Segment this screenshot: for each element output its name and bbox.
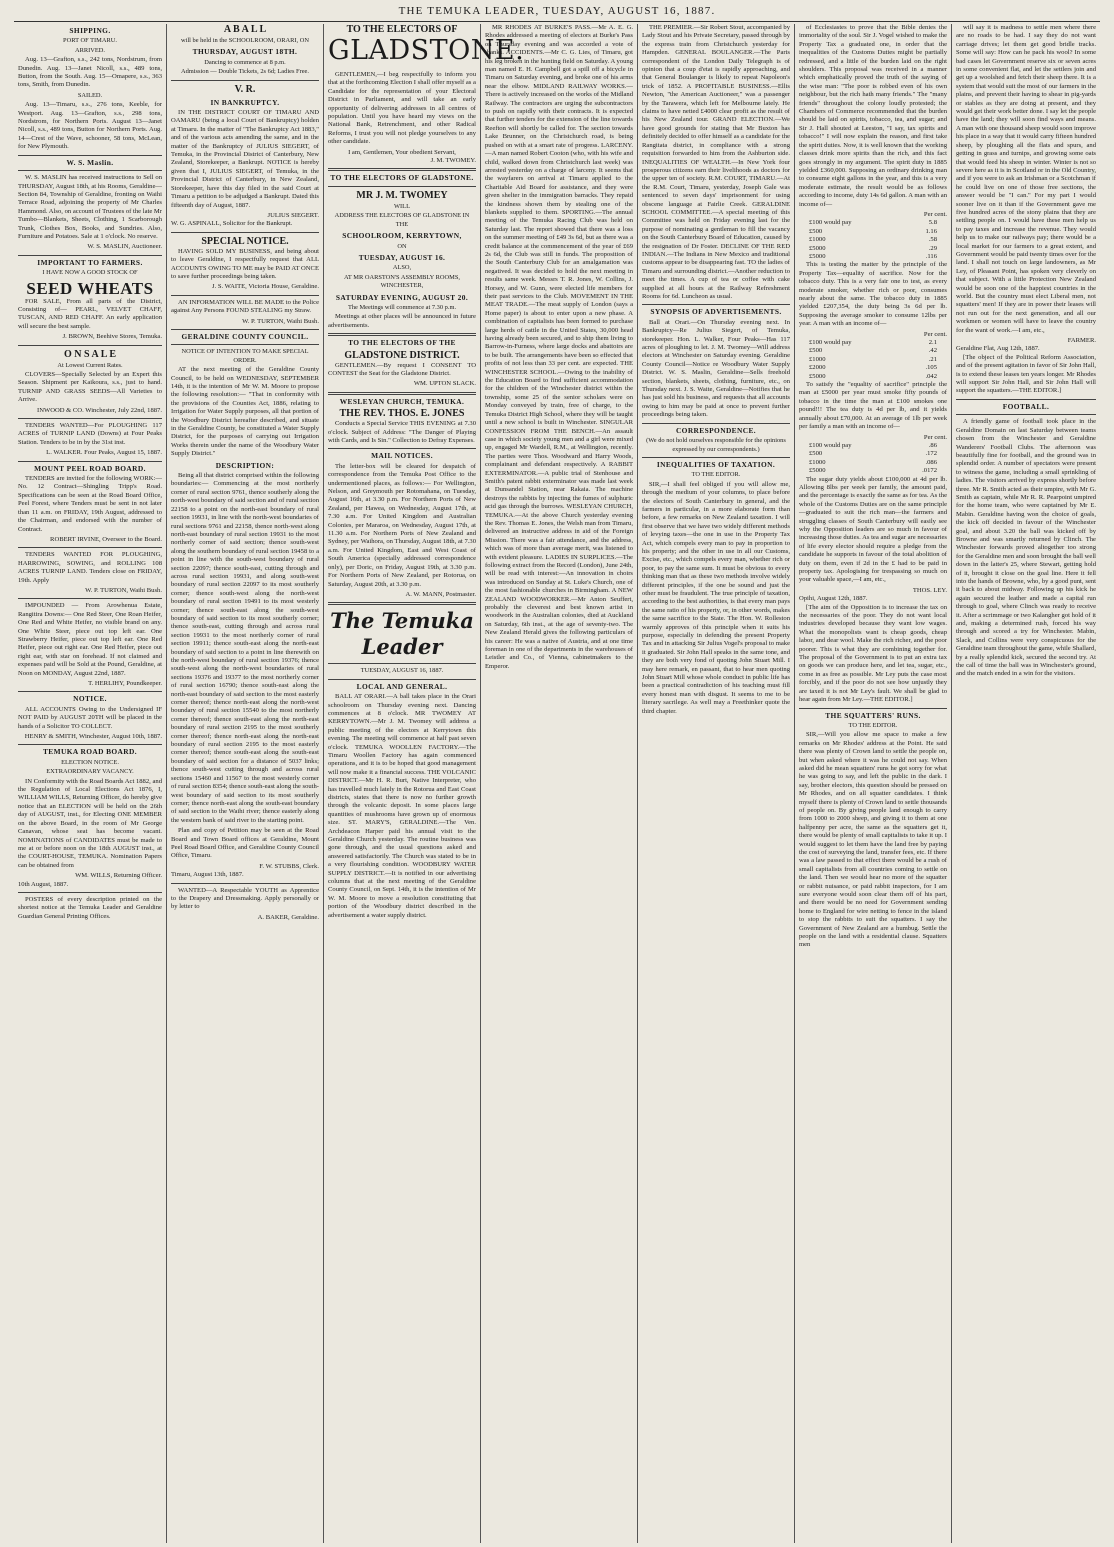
mail-notices-text: The letter-box will be cleared for despatch of correspondence from the Temuka Post Office to the undermentioned places, as follows:— For Wellington, Nelson, and Greymouth per Rotomahana, on Tuesday, August 16th, at 3.30 p.m. For Northern Ports of New Zealand, per Hawea, on Wednesday, August 17th, at 7.30 a.m. For United Kingdom and Australian Colonies, per Mararoa, on Wednesday, August 17th, at 11.30 a.m. For Northern Ports of New Zealand and Sydney, per Waihora, on Thursday, August 18th, at 7.30 a.m. For United Kingdom, East and West Coast of South America (specially addressed correspondence only), per Doric, on Friday, August 19th, at 3.30 p.m. For Northern Ports of New Zealand, per Rotorua, on Saturday, August 20th, at 3.30 p.m. (328, 462, 476, 588)
wanted-text: WANTED—A Respectable YOUTH as Apprentice to the Drapery and Dressmaking. Apply personally or by letter to (171, 886, 319, 911)
bankruptcy-signature: JULIUS SIEGERT. (267, 211, 319, 219)
description-text: Being all that district comprised within the following boundaries:— Commencing at the most northerly corner of rural section 9761, thence southerly along the north-west boundary of said section and of rural section 22158 to a point on the north-east boundary of rural section 19931, in line with the north-west boundaries of rural sections 9761 and 22158, thence north-west along north-east boundary of rural section 19931 to the most northerly corner of said section; thence south-west along the southern boundary of rural section 19458 to a point in line with the south-west boundary of rural section 22097; thence south-east, cutting through and across rural section 19931, and along south-west boundary of rural section 22097 to its most southerly corner; thence south-west along the north-west boundary of rural section 19491 to its most westerly corner; thence south-east along the south-west boundary of said section to its most southerly corner; thence south-east, cutting through and across rural section 19931 to the most northerly corner of rural section 19911; thence south-east along the north-east boundary of said section to a point in line therewith on the north-west boundary of rural section 19376; thence south-west along the north-west boundaries of rural sections 19376 and 19377 to the most northerly corner of rural section 16790; thence south-east along the north-east boundary of said section to the most easterly corner thereof; thence north-east along the north-west boundary of rural section 15540 to the most northerly corner thereof; thence south-east along the north-east boundary of rural section 2195 to the most southerly corner thereof; thence north-east along the north-east boundary of rural section 2195 to the most easterly corner thereof; thence south-east along the south-east boundary of said section for a distance of 5037 links; thence south-west cutting through and across rural sections 15460 and 11567 to the most westerly corner of rural section 8354; thence south-east along the south-west boundary of said section to its most southerly corner; thence north-east along the south-east boundary of said section to the Waihi river; thence easterly along the western bank of said river to the starting point. (171, 472, 319, 824)
temuka-road-board-heading: TEMUKA ROAD BOARD. (42, 747, 138, 757)
duty-percent: .042 (925, 372, 937, 380)
football-text: A friendly game of football took place in the Geraldine Domain on last Saturday between teams chosen from the Winchester and Geraldine Wanderers' Football Clubs. The afternoon was beautifully fine for football, and the ground was in splendid order. A number of spectators were present to witness the game, including a small sprinkling of ladies. The visitors arrived by express shortly before three. Mr R. Smith acted as their umpire, with Mr G. Smith as captain, while Mr R. R. Pearpoint umpired for the home team, who were captained by Mr E. Mabin. Geraldine having won the choice of goals, the kick off decided in favour of the Winchester goal, and about 3.20 the ball was kicked off by Browne and was smartly returned by Clinch. The Winchester forwards proved altogether too strong for the Geraldine men and soon brought the ball well down in the latter's 25, where Stewart, getting hold of it, brought it close on the goal line. Here it fell into the hands of Browne, who, by a good punt, sent it back to about midway. Following up his kick he again secured the leather and made a capital run through to goal, where Clinch was ready to receive it. After a scrimmage or two Kalangher got hold of it and, making a determined rush, forced his way through and scored a try for Winchester. Mabin, Slack, and Collins were very conspicuous for the Geraldine team throughout the game, while Shallard, by a really splendid kick, secured the second try. At the call of time the ball was in Winchester's ground, and the match ended in a win for the visitors. (956, 418, 1096, 678)
maslin-text: W. S. MASLIN has received instructions to Sell on THURSDAY, August 18th, at his Rooms, Geraldine—Section 84, Township of Geraldine, fronting on Waihi Terrace Road, adjoining the property of Mr Charles Hammond. Also, on account of Trustees of the late Mr Tumbo—Blankets, Sheets, Clothing, 1 Scarborough Trunk, Clothes Box, Books, and Sundries. Also, Furniture and Potatoes. Sale at 1 o'clock. No reserve. (18, 174, 162, 240)
electors-heading: TO THE ELECTORS OF (346, 24, 458, 35)
column-3 (324, 24, 525, 1543)
duty-percent: .86 (928, 441, 937, 449)
notice-text: ALL ACCOUNTS Owing to the Undersigned IF NOT PAID by AUGUST 20TH will be placed in the hands of a Solicitor TO COLLECT. (18, 705, 162, 730)
duty-percent: .116 (925, 252, 937, 260)
mail-notices-signature: A. W. MANN, Postmaster. (405, 590, 476, 598)
nameplate-dateline: TUESDAY, AUGUST 16, 1887. (360, 667, 444, 675)
duty-income: £1000 (809, 458, 826, 466)
duty-table-row (799, 236, 947, 244)
farmers-lead: I HAVE NOW A GOOD STOCK OF (42, 269, 138, 277)
duty-table-row (799, 253, 947, 261)
letter-continued-text: of Ecclesiastes to prove that the Bible denies the immortality of the soul. Sir J. Vogel wished to make the Property Tax a graduated one, in order that the inequalities of the Customs Duties might be partially redressed, and a little of the burden laid on the right shoulders. This proposal was received in a manner which emphatically proved the truth of the saying of the wise man: "The poor is robbed even of his own neighbour, but the rich hath many friends." The "many friends" throughout the colony loudly protested; the Chambers of Commerce recommended that the burden should be laid on spirits, tobacco, tea, and sugar; and Sir J. Hall shouted at Leeston, "I say, tax spirits and tobacco!" I will now explain the reason, and first take the spirit duties. Now, it is well known that the working classes drink more spirits than the rich, and this fact goes strongly in my argument. The spirit duty in 1885 yielded £360,000. Supposing an ordinary drinking man to consume eight gallons in the year, and this is a very moderate estimate, the result would be as follows according to income, duty 14s 6d gallon. A man with an income of— (799, 24, 947, 208)
duty-income: £1000 (809, 236, 826, 244)
wanted-signature: A. BAKER, Geraldine. (257, 913, 319, 921)
inequalities-to-editor: TO THE EDITOR. (691, 471, 741, 479)
table1-heading: Per cent. (923, 210, 947, 218)
duty-percent: .172 (925, 450, 937, 458)
temuka-road-board-text: IN Conformity with the Road Boards Act 1882, and the Regulation of Local Elections Act 1876, I, WILLIAM WILLS, Returning Officer, do hereby give notice that an ELECTION will be held on the 26th day of AUGUST, inst., for Electing ONE MEMBER on the above Board, in the room of Mr George Canavan, whose seat has become vacant. NOMINATIONS of CANDIDATES must be made to me at or before noon on the 18th AUGUST inst., at the COURT-HOUSE, TEMUKA. Nomination Papers can be obtained from (18, 777, 162, 869)
vacancy-heading: EXTRAORDINARY VACANCY. (46, 768, 134, 776)
also-text: ALSO, (392, 264, 412, 272)
duty-income: £100 would pay (809, 219, 852, 227)
news-items-text-2: THE PREMIER.—Sir Robert Stout, accompanied by Lady Stout and his Private Secretary, passed through by the express train from Christchurch yesterday for Hampden. GENERAL BOULANGER.—The Paris correspondent of the London Daily Telegraph is of opinion that a coup d'etat is rapidly approaching, and that General Boulanger is likely to repeat Napoleon's trick of 1852. A PROFITABLE BUSINESS.—Ellis Newton, "the American Auctioneer," was a passenger by the Tarawera, which left for Melbourne lately. He claims to have netted £4000 clear profit as the result of his New Zealand tour. GRAND ELECTION.—We have good grounds for stating that Mr Buxton has definitely decided to offer himself as a candidate for the Rangitata district, in compliance with a strong requisition forwarded to him from the Ashburton side. INEQUALITIES OF WEALTH.—In New York four prosperous citizens earn their livelihoods as doctors for the upper ten of society. R.M. COURT, TIMARU.—At the R.M. Court, Timaru, yesterday, Joseph Gale was sentenced to seven days' imprisonment for using obscene language at Fairlie Creek. GERALDINE SCHOOL COMMITTEE.—A special meeting of this Committee was held on Friday evening last for the purpose of nominating a gentleman to fill the vacancy on the South Canterbury Board of Education, caused by the resignation of Dr Foster. DECLINE OF THE RED INDIAN.—The Indians in New Mexico and traditional customs appear to be disappearing fast. TO the ladies of Timaru and surrounding district.—Another reduction to meet the times. A cup of tea or coffee with cake supplied at all hours at the Railway Refreshment Rooms for 6d. Luncheon as usual. (642, 24, 790, 300)
column-2 (167, 24, 324, 1543)
twomey-name: MR J. M. TWOMEY (356, 189, 448, 201)
ley-signature: THOS. LEY. (912, 586, 947, 594)
duty-table-row (799, 459, 947, 467)
duty-percent: 1.16 (925, 227, 937, 235)
sugar-text: The sugar duty yields about £100,000 at 4d per lb. Allowing 8lbs per week per family, the amount paid, and the percentage is exactly the same as for tea. As the whole of the Customs Duties are on the same principle—graduated to suit the rich man—the farmers and struggling classes of South Canterbury will easily see why the Opposition leaders are so much in favour of increasing those duties. As tea and sugar are necessaries of life every elector should require a pledge from the candidate he supports in favour of the total abolition of duty on them, even if 2d in the £ had to be paid in property tax. Apologising for trespassing so much on your valuable space,—I am, etc., (799, 475, 947, 584)
posters-text: POSTERS of every description printed on the shortest notice at the Temuka Leader and Geraldine Guardian General Printing Offices. (18, 895, 162, 920)
on-sale-heading: O N S A L E (64, 348, 116, 360)
duty-income: £1000 (809, 355, 826, 363)
notice-signature: HENRY & SMITH, Winchester, August 10th, 1887. (24, 733, 162, 741)
editor-note: [The aim of the Opposition is to increase the tax on the necessaries of the poor. They do not want local industries developed because they want low wages. What the monopolists want is cheap goods, cheap labor, and dear wool. Make the rich richer, and the poor poorer. This is what they are combining together for. The proposal of the Government is to put an extra tax on goods we can produce here, and let tea, sugar, etc., come in as free as possible. Mr Ley puts the case most forcibly, and if the poor do not see how unjustly they are taxed it is not Mr Ley's fault. We shall be glad to hear again from Mr Ley.—THE EDITOR.] (799, 603, 947, 704)
gladstone-district-electors: TO THE ELECTORS OF THE (348, 338, 456, 348)
mail-notices-heading: MAIL NOTICES. (371, 451, 433, 461)
meetings-note: Meetings at other places will be announced in future advertisements. (328, 313, 476, 329)
column-7 (952, 24, 1100, 1543)
ball-admission: Admission — Double Tickets, 2s 6d; Ladies Free. (181, 68, 309, 76)
farmers-text: FOR SALE, From all parts of the District, Consisting of— PEARL, VELVET CHAFF, TUSCAN, AND RED CHAFF. An early application will secure the best sample. (18, 297, 162, 330)
sailed-text: Aug. 13—Timaru, s.s., 276 tons, Keeble, for Westport. Aug. 13—Grafton, s.s., 298 tons, Nordstrom, for Northern Ports. August 13—Janet Nicoll, s.s., 489 tons, Button for Northern Ports. Aug. 14—Crest of the Wave, schooner, 58 tons, McLean, for New Plymouth. (18, 101, 162, 151)
royal-cipher: V. R. (234, 83, 256, 95)
meetings-time: The Meetings will commence at 7.30 p.m. (347, 303, 457, 311)
description-heading: DESCRIPTION: (215, 460, 275, 470)
gladstone-heading: GLADSTONE. (328, 35, 525, 66)
special-notice-heading: SPECIAL NOTICE. (201, 235, 289, 247)
winchester-rooms: AT MR OARSTON'S ASSEMBLY ROOMS, WINCHESTER, (344, 273, 460, 290)
gladstone-district-heading: GLADSTONE DISTRICT. (344, 349, 460, 361)
duty-percent: .29 (928, 244, 937, 252)
jones-text: Conducts a Special Service THIS EVENING at 7.30 o'clock. Subject of Address: "The Danger of Playing with Cards, and Is Sin." Collection to Defray Expenses. (328, 420, 476, 444)
inequalities-heading: INEQUALITIES OF TAXATION. (656, 459, 776, 469)
ball-heading: A B A L L (223, 24, 267, 35)
farmers-heading: IMPORTANT TO FARMERS. (37, 257, 143, 267)
electors2-heading: TO THE ELECTORS OF GLADSTONE. (330, 173, 474, 183)
county-council-signature: F. W. STUBBS, Clerk. (259, 862, 319, 870)
squatters-heading: THE SQUATTERS' RUNS. (825, 710, 921, 720)
duty-income: £5000 (809, 467, 826, 475)
duty-table-row (799, 442, 947, 450)
maslin-signature: W. S. MASLIN, Auctioneer. (87, 243, 162, 251)
on-text: ON (397, 242, 407, 250)
tobacco-duty-table (799, 339, 947, 381)
county-council-date: Timaru, August 13th, 1887. (171, 871, 244, 879)
duty-percent: .21 (928, 355, 937, 363)
masthead: THE TEMUKA LEADER, TUESDAY, AUGUST 16, 1887. (14, 0, 1100, 22)
special-notice-text: HAVING SOLD MY BUSINESS, and being about to leave Geraldine, I respectfully request that ALL ACCOUNTS OWING TO ME may be PAID AT ONCE to save further proceedings being taken. (171, 247, 319, 280)
duty-percent: .58 (928, 236, 937, 244)
special-notice-signature: J. S. WAITE, Victoria House, Geraldine. (211, 283, 319, 291)
saturday-date: SATURDAY EVENING, AUGUST 20. (335, 292, 469, 302)
farmers-signature: J. BROWN, Beehive Stores, Temuka. (62, 333, 162, 341)
impounded-signature: T. HERLIHY, Poundkeeper. (88, 680, 162, 687)
slack-text: GENTLEMEN.—By request I CONSENT TO CONTEST the Seat for the Gladstone District. (328, 361, 476, 377)
temuka-road-board-date: 10th August, 1887. (18, 880, 69, 888)
duty-table-row (799, 356, 947, 364)
wesleyan-heading: WESLEYAN CHURCH, TEMUKA. (339, 396, 465, 406)
editor-note-2: [The object of the Political Reform Association, and of the present agitation in favor of Sir John Hall, is to extend these leases ten years longer. Mr Rhodes will support Sir John Hall, and Sir John Hall will support the squatters.—THE EDITOR.] (956, 353, 1096, 395)
election-notice-heading: ELECTION NOTICE. (61, 758, 119, 766)
duty-table-row (799, 347, 947, 355)
tenders2-text: TENDERS WANTED FOR PLOUGHING, HARROWING, SOWING, and ROLLING 108 ACRES TURNIP LAND. Tenders close on FRIDAY, 19th. Apply (18, 551, 162, 584)
bankruptcy-text: IN THE DISTRICT COURT OF TIMARU AND OAMARU (being a local Court of Bankruptcy) holden at Timaru. In the matter of "The Bankruptcy Act 1883," and of the various acts amending the same, and in the matter of the Bankruptcy of JULIUS SIEGERT, of Temuka, in the Provincial District of Canterbury, New Zealand, Storekeeper, a Bankrupt. NOTICE is hereby given that I, JULIUS SIEGERT, of Temuka, in the Provincial District of Canterbury, in New Zealand, Storekeeper, have this day filed in the said Court at Timaru a petition to be adjudged a Bankrupt. Dated this fifteenth day of August, 1887. (171, 109, 319, 209)
tuesday-date: TUESDAY, AUGUST 16. (358, 252, 446, 262)
jones-heading: THE REV. THOS. E. JONES (339, 408, 465, 420)
slack-signature: WM. UPTON SLACK. (413, 380, 476, 388)
tenders2-signature: W. P. TURTON, Waihi Bush. (85, 586, 162, 594)
duty-percent: 5.8 (928, 219, 937, 227)
duty-table-row (799, 339, 947, 347)
twomey-signature: J. M. TWOMEY. (430, 157, 476, 165)
column-1 (14, 24, 167, 1543)
duty-percent: 2.1 (928, 339, 937, 347)
tenders-signature: L. WALKER. Four Peaks, August 15, 1887. (46, 449, 162, 457)
duty-percent: .086 (925, 458, 937, 466)
duty-income: £5000 (809, 372, 826, 380)
tea-duty-table (799, 442, 947, 476)
ball-date: THURSDAY, AUGUST 18TH. (192, 47, 298, 57)
table3-heading: Per cent. (923, 433, 947, 441)
mount-peel-signature: ROBERT IRVINE, Overseer to the Board. (50, 535, 162, 543)
address-text: ADDRESS THE ELECTORS OF GLADSTONE IN THE (334, 212, 470, 228)
duty-income: £500 (809, 347, 823, 355)
duty-income: £500 (809, 227, 823, 235)
arrived-text: Aug. 13—Grafton, s.s., 242 tons, Nordstrum, from Dunedin. Aug. 13—Janet Nicoll, s.s., 489 tons, Button, from the South. Aug. 15—Omapere, s.s., 363 tons, Smith, from Dunedin. (18, 56, 162, 89)
squatters-text: SIR,—Will you allow me space to make a few remarks on Mr Rhodes' address at the Point. He said there was plenty of Crown land to settle the people on, but when asked where it was he could not say. When asked did he mean squatters' runs he got sorry for what he was going to say, and left the public in the dark. I say, brother electors, this question should be pressed on Mr Rhodes, and on all squatter candidates. I think myself there is plenty of Crown land to settle thousands of people on. By giving people land enough to carry from 1000 to 2000 sheep, and giving it to them at one halfpenny per acre, the same as the squatters get it, there would be plenty of small capitalists to take it up. I would suggest to let them have the land free by paying the cost of surveying the land, transfer fees, etc. If there was a law passed to that effect there would be a rush of small capitalists from all countries coming to settle on the land. Then we would hear no more of the squatter or rabbit nuisance, or paid rabbit inspectors, for I am sure everyone would soon clear them off of his part, and there would be no need for Government sending home to England for wire netting to fence in the island to stop the rabbits to suit the squatters. I say the Government of New Zealand are a humbug. Settle the people on the land with a residential clause. Squatters men (799, 731, 947, 949)
sailed-heading: SAILED. (77, 91, 103, 99)
mount-peel-heading: MOUNT PEEL ROAD BOARD. (34, 463, 146, 473)
seed-wheats-heading: SEED WHEATS (26, 278, 154, 298)
duty-percent: .0172 (922, 467, 937, 475)
tea-text: To satisfy the "equality of sacrifice" principle the man at £5000 per year must smoke fifty pounds of tobacco in the time the man at £100 smokes one pound!!! The tea duty is 4d per lb, and it yields annually about £70,000. At an average of 1lb per week per family a man with an income of— (799, 381, 947, 431)
news-items-text: MR RHODES AT BURKE'S PASS.—Mr A. E. G. Rhodes addressed a meeting of electors at Burke's Pass on Thursday evening and was accorded a vote of thanks. ACCIDENTS.—Mr C. G. Lies, of Timaru, got his leg broken in the hunting field on Saturday. A young man named E. H. Campbell got a spill off a bicycle in Timaru on Saturday evening, and broke one of his arms near the elbow. MIDLAND RAILWAY WORKS.—There is actively increased on the works of the Midland Railway. The contractors are urging the subcontractors to push on rapidly with their contracts. It is expected that further tenders for the extension of the line towards Reefton will shortly be called for. The section towards Lake Brunner, on the Christchurch road, is being pushed on with at a smart rate of progress. LARCENY.—A man named Robert Cooton (who, with his wife and child, walked down from Christchurch last week) was arrested yesterday on a charge of larceny. It seems that the wayfarers on arrival at Timaru applied to the Charitable Aid Board for assistance, and they were given shelter in the immigration barracks. They repaid the kindness shown them by stealing one of the blankets supplied to them. SPORTING.—The annual meeting of the Temuka Racing Club was held on Saturday last. The report showed that there was a loss on the summer meeting of £49 3s 6d, but as there was a credit balance at the commencement of the year of £69 2s 6d, the Club was still in funds. The proposition of the South Canterbury Club for an amalgamation was negatived. It was decided to hold the next meeting in results same week. Messrs T. R. Jones, W. Collins, J. Horsey, and W. Gunn, were elected life members for their past services to the Club. MOVEMENT IN THE MEAT TRADE.—The meat supply of London (says a Home paper) is about to enter upon a new phase. A combination of capitalists has been formed to purchase large herds of cattle in the United States, 30,000 head having already been secured, and to ship them living to Barrow-in-Furness, where large docks and abattoirs are to be built. The arrangements have been so effected that profits of not less than 33 per cent. are expected. THE WINCHESTER SCHOOL.—Owing to the inability of the Education Board to find sufficient accommodation for the children of the Winchester district within the township, some 25 of the senior scholars were on Monday conveyed by train, free of charge, to the Temuka District High School, where they will be taught until a new school is built in Winchester. SINGULAR CONFESSION FROM THE BENCH.—An assault case in which society young men and a girl were mixed up, engaged Mr Wardell, R.M., at Wellington, recently. The parties were Thos. Woodward and Harry Woods, complainant and defendant respectively. A RABBIT EXTERMINATOR.—A public trial of Stenhouse and Smith's patent rabbit exterminator was made last week at Dunsandel Station, near Rakaia. The machine destroys the rabbits by injecting the fumes of sulphuric acid gas through the burrows. WESLEYAN CHURCH, TEMUKA.—At the above Church yesterday evening the Rev. Thomas E. Jones, the Welsh man from Timaru, delivered an instructive address in aid of the Foreign Mission. There was a fair attendance, and the address, which was of more than average merit, was listened to with evident pleasure. LADIES IN SURPLICES.—The following extract from the Record (London), June 24th, will be read with interest:—An innovation in choirs was introduced on Sunday at St. Luke's Church, one of the most fashionable churches in Birmingham. A NEW ZEALAND WOODWORKER.—Mr Anton Seuffert, probably the cleverest and best known artist in woodwork in the Australian colonies, died at Auckland on Saturday, 6th inst., at the age of seventy-two. The New Zealand Herald gives the following particulars of his career: He was a native of Austria, and at one time foreman in one of the departments in the warehouses of Leistler and Co., of Vienna, cabinetmakers to the Emperor. (485, 24, 633, 670)
farmer-signature: FARMER. (1067, 337, 1096, 345)
will-text: WILL (394, 202, 410, 210)
duty-income: £100 would pay (809, 441, 852, 449)
squatters-continued-text: will say it is madness to settle men where there are no roads to be had. I say they do not want carriage drives; let them get good bridle tracks. Some will say: How can he pack his wool? In some bad cases let Government reserve six or seven acres in some convenient flat, and let the settlers join and get up a woolshed and fetch their sheep there. It is a system that would suit the most of our farmers in the plains, and prevent their having to shear in pig-yards or stables as they are doing at present, and they would get their work better done. I say let the people have the land; they will soon find ways and means. A man with one thousand sheep would soon improve his place in a way that it would carry fifteen hundred sheep, by ploughing all the flats and spurs, and getting in grass and turnips, and growing some oats that would feed his sheep in winter. Winter is not so severe here as it is in Scotland or in the Old Country, and if you were to ask an Irishman or a Scotchman if he could live on one of those free sections, the answer would be "I can." For my part I would sooner live on it than if the Government gave me five hundred acres of the stony plains that they are settling people on. I would have these men help us to pay taxes and increase the revenue. They would help us to make our railways pay; there would be a local market for our farmers to a great extent, and Government would be paid twenty times over for the land. I shall not touch on large landowners, as Mr Ley, of Pleasant Point, has spoken very cleverly on that subject. With a little Protection New Zealand would be soon one of the happiest countries in the world. But the country must elect Liberal men, not squatters' men! If they are in power their leases will not run out for the next generation, and all our workmen or women will have to leave the country for the want of work.—I am, etc., (956, 24, 1096, 334)
football-heading: FOOTBALL. (1002, 401, 1050, 411)
notice-heading: NOTICE. (73, 694, 107, 704)
columns (14, 24, 1100, 1543)
duty-table-row (799, 467, 947, 475)
tobacco-text: This is testing the matter by the principle of the Property Tax—equality of sacrifice. Now for the tobacco duty. This is a very fair one to test, as every moderate smoker, whether rich or poor, consumes nearly about the same. The tobacco duty in 1885 yielded £207,354, the duty being 3s 6d per lb. Supposing the average smoker to consume 12lbs per year. A man with an income of— (799, 261, 947, 328)
duty-table-row (799, 245, 947, 253)
duty-table-row (799, 228, 947, 236)
duty-percent: .105 (925, 364, 937, 372)
bankruptcy-solicitor: W. G. ASPINALL, Solicitor for the Bankrupt. (171, 220, 293, 228)
on-sale-sub: At Lowest Current Rates. (57, 361, 123, 369)
twomey-address-text: GENTLEMEN,—I beg respectfully to inform you that at the forthcoming Election I shall offer myself as a Candidate for the representation of your Electoral District in Parliament, and will take an early opportunity of delivering addresses in all centres of population. Until you have heard my views on the National Bank, Retrenchment, and other Radical Reforms, I trust you will not pledge yourselves to any other candidate. (328, 71, 476, 146)
squatters-to-editor: TO THE EDITOR. (848, 721, 898, 729)
ball-dancing: Dancing to commence at 8 p.m. (204, 58, 286, 66)
bankruptcy-heading: IN BANKRUPTCY. (210, 97, 280, 107)
duty-income: £5000 (809, 244, 826, 252)
duty-table-row (799, 219, 947, 227)
synopsis-text: Ball at Orari.—On Thursday evening next. In Bankruptcy—Re Julius Siegert, of Temuka, storekeeper. Hon. L. Walker, Four Peaks—Has 117 acres of ploughing to let. J. M. Twomey—Will address electors at Winchester on Saturday evening. Geraldine County Council—Notice re Woodbury Water Supply District. W. S. Maslin, Geraldine—Sells freehold section, blankets, sheets, clothing, furniture, etc., on Thursday next. J. S. Waite, Geraldine—Notifies that he has just sold his business, and requests that all accounts owing to him may be paid at once to prevent further proceedings being taken. (642, 318, 790, 419)
duty-income: £5000 (809, 252, 826, 260)
duty-table-row (799, 373, 947, 381)
on-sale-text: CLOVERS—Specially Selected by an Expert this Season. Shipment per Kaikoura, s.s., just to hand. TURNIP AND GRASS SEEDS—All Varieties to Arrive. (18, 371, 162, 404)
temuka-road-board-signature: WM. WILLS, Returning Officer. (75, 872, 162, 880)
information-signature: W. P. TURTON, Waihi Bush. (242, 317, 319, 325)
column-4 (481, 24, 638, 1543)
twomey-close: I am, Gentlemen, Your obedient Servant, (348, 148, 456, 156)
duty-table-row (799, 450, 947, 458)
county-council-heading: GERALDINE COUNTY COUNCIL. (181, 331, 309, 341)
newspaper-nameplate: The Temuka Leader (330, 608, 474, 660)
information-text: AN INFORMATION WILL BE MADE to the Police against Any Persons FOUND STEALING my Straw. (171, 298, 319, 315)
impounded-text: IMPOUNDED — From Arowhenua Estate, Rangitira Downs:— One Red Steer, One Roan Heifer, One Red and White Heifer, no visible brand on any. One White Steer, piece out top left ear. One Strawberry Heifer, piece out top left ear. One Red Heifer, piece out right ear. One Red Heifer, piece out right ear, with star on forehead. If not claimed and expenses paid will be Sold at the Pound, Geraldine, at Noon on MONDAY, August 22nd, 1887. (18, 602, 162, 677)
farmer-date: Geraldine Flat, Aug 12th, 1887. (956, 345, 1040, 353)
port-heading: PORT OF TIMARU. (63, 37, 117, 45)
table2-heading: Per cent. (923, 330, 947, 338)
tenders-text: TENDERS WANTED—For PLOUGHING 117 ACRES of TURNIP LAND (Downs) at Four Peaks Station. Tenders to be in by the 31st inst. (18, 422, 162, 446)
ball-text: will be held in the SCHOOLROOM, ORARI, ON (181, 37, 309, 44)
spirit-duty-table (799, 219, 947, 261)
duty-income: £500 (809, 450, 823, 458)
county-council-text: AT the next meeting of the Geraldine County Council, to be held on WEDNESDAY, SEPTEMBER 14th, it is the intention of Mr W. M. Moore to propose the following resolution:— "That in conformity with the provisions of the Counties Act, 1886, relating to Irrigation for Water Supply purposes, all that portion of the Woodbury District hereafter described, and situate in the Geraldine County, be constituted a Water Supply District, for the purposes of carrying out Irrigation Works therein under the name of the Woodbury Water Supply District." (171, 366, 319, 458)
duty-table-row (799, 364, 947, 372)
synopsis-heading: SYNOPSIS OF ADVERTISEMENTS. (650, 307, 782, 317)
ley-date: Opihi, August 12th, 1887. (799, 595, 868, 603)
duty-percent: .42 (928, 347, 937, 355)
arrived-heading: ARRIVED. (75, 46, 105, 54)
county-council-plan: Plan and copy of Petition may be seen at the Road Board and Town Board offices at Geraldine, Mount Peel Road Board Office, and Geraldine County Council Office, Timaru. (171, 827, 319, 860)
correspondence-note: (We do not hold ourselves responsible for the opinions expressed by our correspondents.) (646, 437, 786, 453)
duty-income: £2000 (809, 364, 826, 372)
inequalities-text: SIR,—I shall feel obliged if you will allow me, through the medium of your columns, to place before the electors of South Canterbury in general, and the farmers in particular, in a more elaborate form than before, a few remarks on New Zealand taxation. I will first observe that we have two widely different methods of levying taxes—the one in use in the Property Tax Act, which compels every man to pay in proportion to his property; and the other in use in all our Customs, Excise, etc., which compels every man, whether rich or poor, to pay the same sum. It must be obvious to every thinking man that as these two methods involve widely different principles, if the one be sound and just the other must be fraudulent. The true principle of taxation, according to the best authorities, is that every man pays the same ratio of his property, or, in other words, makes the same sacrifice to the State. The Hon. W. Rolleston warmly approves of this principle when it suits his purpose, especially in defending the present Property Tax and in attacking Sir Julius Vogel's proposal to make it graduated. Sir John Hall speaks in the same tone, and they are both very fond of quoting John Stuart Mill. I may here remark, en passant, that to hear men quoting John Stuart Mill whose whole conduct in public life has been a practical contradiction of his teaching must fill every honest man with disgust. It seems to me to be literary sacrilege. As well may a Freethinker quote the third chapter. (642, 480, 790, 715)
shipping-heading: SHIPPING. (69, 26, 111, 35)
mount-peel-text: TENDERS are invited for the following WORK:— No. 12 Contract—Shingling Tripp's Road. Specifications can be seen at the Road Board Office, Peel Forest, where Tenders must be sent in not later than 11 a.m. on FRIDAY, 19th August, addressed to the Chairman, and endorsed with the number of Contract. (18, 475, 162, 533)
correspondence-heading: CORRESPONDENCE. (675, 425, 757, 435)
maslin-heading: W. S. Maslin. (66, 157, 114, 167)
on-sale-signature: INWOOD & CO. Winchester, July 22nd, 1887. (37, 406, 162, 414)
local-general-heading: LOCAL AND GENERAL. (356, 681, 448, 691)
county-council-sub: NOTICE OF INTENTION TO MAKE SPECIAL ORDER. (181, 348, 309, 364)
local-general-text: BALL AT ORARI.—A ball takes place in the Orari schoolroom on Thursday evening next. Dancing commences at 8 o'clock. MR TWOMEY AT KERRYTOWN.—Mr J. M. Twomey will address a public meeting of the electors at Kerrytown this evening. The meeting will commence at half past seven o'clock. TEMUKA WOOLLEN FACTORY.—The Timaru Woollen Factory has again commenced operations, and it is to be hoped that good management will now make it a financial success. THE VOLCANIC DISTRICT.—Mr H. R. Burt, Native Interpreter, who has travelled much lately in the Rotorua and East Coast districts, states that there is now no further growth through the volcanic deposit. In some places large quantities of mushrooms have grown up of enormous size. ST. MARY'S, GERALDINE.—The Ven. Archdeacon Harper paid his annual visit to the Geraldine Church yesterday. The routine business was gone through, and the usual questions asked and answered satisfactorily. The Church was stated to be in a very flourishing condition. WOODBURY WATER SUPPLY DISTRICT.—It is notified in our advertising columns that at the next meeting of the Geraldine County Council, on Sept. 14th, it is the intention of Mr W. M. Moore to move a resolution constituting that portion of the Woodbury district described in the advertisement a water supply district. (328, 693, 476, 919)
column-6 (795, 24, 952, 1543)
duty-income: £100 would pay (809, 339, 852, 347)
column-5 (638, 24, 795, 1543)
kerrytown-schoolroom: SCHOOLROOM, KERRYTOWN, (342, 231, 462, 241)
